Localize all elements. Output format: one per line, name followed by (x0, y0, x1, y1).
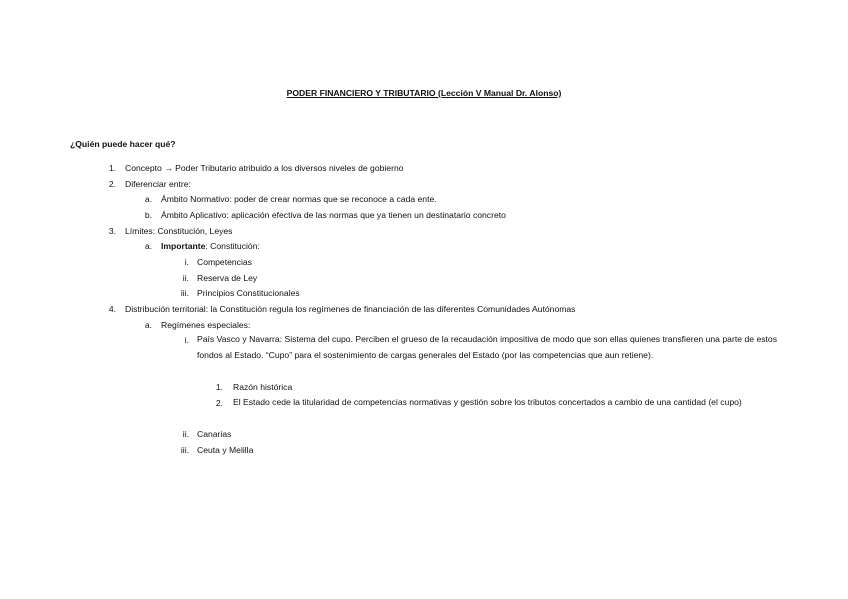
roman-marker: i. (184, 335, 189, 345)
roman-item-text: Reserva de Ley (197, 273, 258, 283)
nested-item-paragraph: El Estado cede la titularidad de competencias normativas y gestión sobre los tributos concertados a cambio de una cantidad (el cupo) (233, 397, 742, 407)
nested-item-text: Razón histórica (233, 382, 293, 392)
sublist-marker: a. (144, 241, 152, 251)
section-heading: ¿Quién puede hacer qué? (70, 139, 176, 149)
roman-item-text: Principios Constitucionales (197, 288, 300, 298)
roman-item-paragraph: País Vasco y Navarra: Sistema del cupo. Perciben el grueso de la recaudación impositiva de modo que son ellas quienes transfieren una parte de estos fondos al Estado. “Cupo” para el sostenimiento de cargas generales del Estado (por las competencias que aun retiene). (197, 334, 777, 360)
nested-number: 2. (215, 398, 223, 408)
sublist-item-text: Regímenes especiales: (161, 320, 251, 330)
roman-item-text: Canarias (197, 429, 232, 439)
sublist-item-text: Ámbito Normativo: poder de crear normas que se reconoce a cada ente. (161, 194, 437, 204)
important-text: : Constitución: (205, 241, 260, 251)
sublist-marker: a. (144, 194, 152, 204)
list-number: 2. (108, 179, 116, 189)
roman-item-text: Ceuta y Melilla (197, 445, 254, 455)
list-number: 3. (108, 226, 116, 236)
list-item-text: Distribución territorial: la Constitución regula los regímenes de financiación de las diferentes Comunidades Autónomas (125, 304, 576, 314)
list-item-text: Límites: Constitución, Leyes (125, 226, 233, 236)
nested-number: 1. (215, 382, 223, 392)
list-number: 1. (108, 163, 116, 173)
roman-marker: iii. (180, 445, 189, 455)
list-number: 4. (108, 304, 116, 314)
roman-marker: i. (184, 257, 189, 267)
sublist-item-text: Ámbito Aplicativo: aplicación efectiva de las normas que ya tienen un destinatario concreto (161, 210, 506, 220)
roman-marker: ii. (182, 429, 189, 439)
roman-marker: iii. (180, 288, 189, 298)
roman-marker: ii. (182, 273, 189, 283)
sublist-marker: b. (144, 210, 152, 220)
important-label: Importante (161, 241, 206, 251)
sublist-marker: a. (144, 320, 152, 330)
roman-item-text: Competencias (197, 257, 252, 267)
sublist-item-text (161, 240, 260, 252)
list-item-text: Diferenciar entre: (125, 179, 191, 189)
document-title: PODER FINANCIERO Y TRIBUTARIO (Lección V Manual Dr. Alonso) (286, 88, 562, 98)
list-item-text: Concepto → Poder Tributario atribuido a los diversos niveles de gobierno (125, 163, 404, 173)
